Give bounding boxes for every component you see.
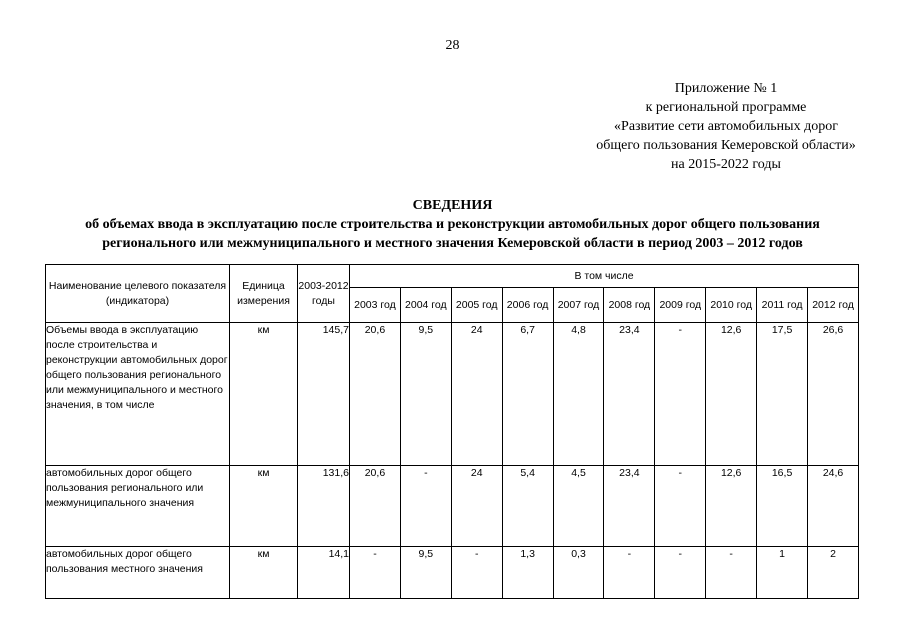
header-total-text: 2003-2012 годы <box>298 279 349 307</box>
row-year-value: 5,4 <box>502 466 553 547</box>
row-year-value: 0,3 <box>553 547 604 599</box>
header-name-text: Наименование целевого показателя (индикатора) <box>48 279 227 307</box>
header-year: 2012 год <box>808 288 859 323</box>
header-year: 2007 год <box>553 288 604 323</box>
table-row <box>46 323 859 466</box>
row-total: 145,7 <box>298 323 350 466</box>
row-year-value: - <box>655 323 706 466</box>
row-name: Объемы ввода в эксплуатацию после строительства и реконструкции автомобильных дорог общего пользования регионального или межмуниципального и местного значения, в том числе <box>46 323 230 466</box>
row-name: автомобильных дорог общего пользования регионального или межмуниципального значения <box>46 466 230 547</box>
header-year: 2009 год <box>655 288 706 323</box>
row-unit: км <box>230 466 298 547</box>
row-name: автомобильных дорог общего пользования местного значения <box>46 547 230 599</box>
header-unit <box>230 265 298 323</box>
appendix-line: Приложение № 1 <box>674 81 778 96</box>
document-heading <box>0 196 905 253</box>
appendix-line: «Развитие сети автомобильных дорог <box>614 119 838 134</box>
row-year-value: - <box>655 466 706 547</box>
row-year-value: - <box>706 547 757 599</box>
header-year: 2004 год <box>400 288 451 323</box>
row-year-value: 1 <box>757 547 808 599</box>
row-year-value: - <box>604 547 655 599</box>
page-number: 28 <box>445 38 460 53</box>
table-row <box>46 466 859 547</box>
row-unit: км <box>230 547 298 599</box>
row-year-value: 9,5 <box>400 323 451 466</box>
row-year-value: 4,5 <box>553 466 604 547</box>
appendix-line: общего пользования Кемеровской области» <box>596 138 856 153</box>
heading-subtitle-line: регионального или межмуниципального и местного значения Кемеровской области в период 2003 – 2012 годов <box>102 236 803 251</box>
header-name <box>46 265 230 323</box>
header-year: 2011 год <box>757 288 808 323</box>
row-year-value: 6,7 <box>502 323 553 466</box>
heading-subtitle-line: об объемах ввода в эксплуатацию после строительства и реконструкции автомобильных дорог общего пользования <box>85 217 820 232</box>
row-year-value: 23,4 <box>604 466 655 547</box>
header-year: 2005 год <box>451 288 502 323</box>
appendix-line: к региональной программе <box>645 100 807 115</box>
row-year-value: 17,5 <box>757 323 808 466</box>
row-year-value: 24,6 <box>808 466 859 547</box>
row-year-value: 24 <box>451 466 502 547</box>
header-year: 2008 год <box>604 288 655 323</box>
row-year-value: 23,4 <box>604 323 655 466</box>
header-year: 2006 год <box>502 288 553 323</box>
row-year-value: 9,5 <box>400 547 451 599</box>
header-year: 2003 год <box>350 288 401 323</box>
row-year-value: 1,3 <box>502 547 553 599</box>
row-total: 131,6 <box>298 466 350 547</box>
header-total <box>298 265 350 323</box>
row-year-value: 4,8 <box>553 323 604 466</box>
data-table <box>45 264 859 599</box>
row-year-value: 26,6 <box>808 323 859 466</box>
row-year-value: 2 <box>808 547 859 599</box>
row-year-value: 24 <box>451 323 502 466</box>
row-year-value: - <box>350 547 401 599</box>
table-row <box>46 547 859 599</box>
header-including: В том числе <box>350 265 859 288</box>
header-year: 2010 год <box>706 288 757 323</box>
row-year-value: - <box>400 466 451 547</box>
row-year-value: 20,6 <box>350 466 401 547</box>
header-unit-text: Единица измерения <box>237 279 290 307</box>
appendix-note <box>576 79 876 174</box>
row-unit: км <box>230 323 298 466</box>
row-year-value: - <box>655 547 706 599</box>
heading-title: СВЕДЕНИЯ <box>412 198 493 213</box>
row-year-value: 20,6 <box>350 323 401 466</box>
row-total: 14,1 <box>298 547 350 599</box>
row-year-value: - <box>451 547 502 599</box>
appendix-line: на 2015-2022 годы <box>671 157 781 172</box>
row-year-value: 16,5 <box>757 466 808 547</box>
row-year-value: 12,6 <box>706 466 757 547</box>
row-year-value: 12,6 <box>706 323 757 466</box>
